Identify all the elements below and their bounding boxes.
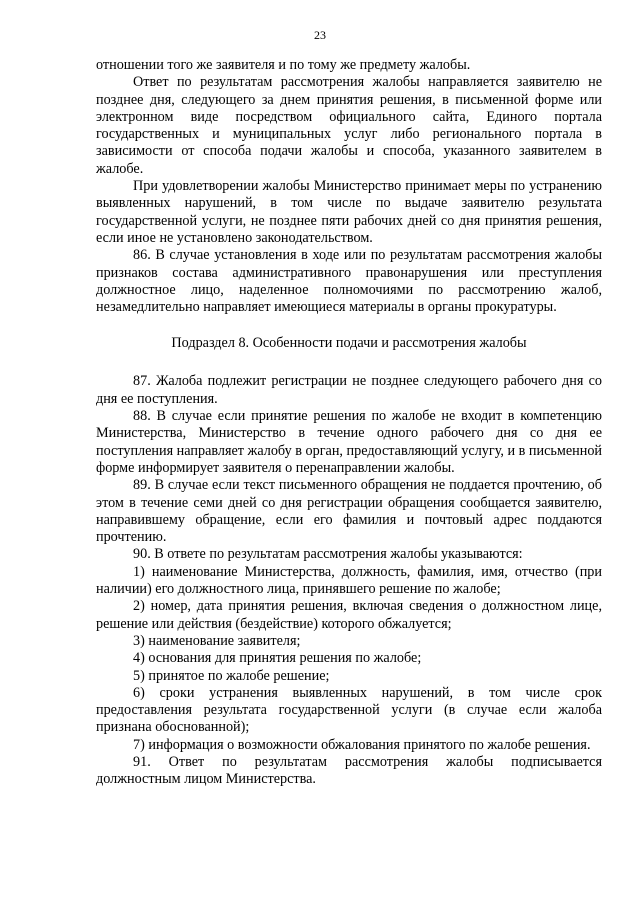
paragraph-86: 86. В случае установления в ходе или по результатам рассмотрения жалобы признаков состава административного правонарушения или преступления должностное лицо, наделенное полномочиями по рассмотрению жалоб, незамедлительно направляет имеющиеся материалы в органы прокуратуры. [96,247,602,316]
document-body [96,57,602,789]
list-item: 3) наименование заявителя; [133,632,301,649]
paragraph-88: 88. В случае если принятие решения по жалобе не входит в компетенцию Министерства, Министерство в течение одного рабочего дня со дня ее поступления направляет жалобу в орган, предоставляющий услугу, и в письменной форме информирует заявителя о перенаправлении жалобы. [96,408,602,476]
list-item: 6) сроки устранения выявленных нарушений, в том числе срок предоставления результата государственной услуги (в случае если жалоба признана обоснованной); [96,684,602,736]
paragraph: Ответ по результатам рассмотрения жалобы направляется заявителю не позднее дня, следующего за днем принятия решения, в письменной форме или электронном виде посредством официального сайта, Единого портала государственных и муниципальных услуг либо регионального портала в зависимости от способа подачи жалобы и способа, указанного заявителем в жалобе. [96,74,602,177]
paragraph-89: 89. В случае если текст письменного обращения не поддается прочтению, об этом в течение семи дней со дня регистрации обращения сообщается заявителю, направившему обращение, если его фамилия и почтовый адрес поддаются прочтению. [96,477,602,546]
list-item: 5) принятое по жалобе решение; [133,667,330,684]
paragraph: При удовлетворении жалобы Министерство принимает меры по устранению выявленных нарушений, в том числе по выдаче заявителю результата государственной услуги, не позднее пяти рабочих дней со дня принятия решения, если иное не установлено законодательством. [96,178,602,246]
paragraph: отношении того же заявителя и по тому же предмету жалобы. [96,57,471,73]
paragraph-90: 90. В ответе по результатам рассмотрения жалобы указываются: [133,546,523,563]
list-item: 4) основания для принятия решения по жалобе; [133,650,422,667]
list-item: 7) информация о возможности обжалования принятого по жалобе решения. [133,736,591,753]
paragraph-91: 91. Ответ по результатам рассмотрения жалобы подписывается должностным лицом Министерства. [96,753,602,788]
subsection-title: Подраздел 8. Особенности подачи и рассмотрения жалобы [171,335,527,352]
paragraph-87: 87. Жалоба подлежит регистрации не позднее следующего рабочего дня со дня ее поступления. [96,373,602,407]
page-number: 23 [314,28,326,42]
list-item: 2) номер, дата принятия решения, включая сведения о должностном лице, решение или действия (бездействие) которого обжалуется; [96,598,602,632]
list-item: 1) наименование Министерства, должность, фамилия, имя, отчество (при наличии) его должностного лица, принявшего решение по жалобе; [96,563,602,598]
